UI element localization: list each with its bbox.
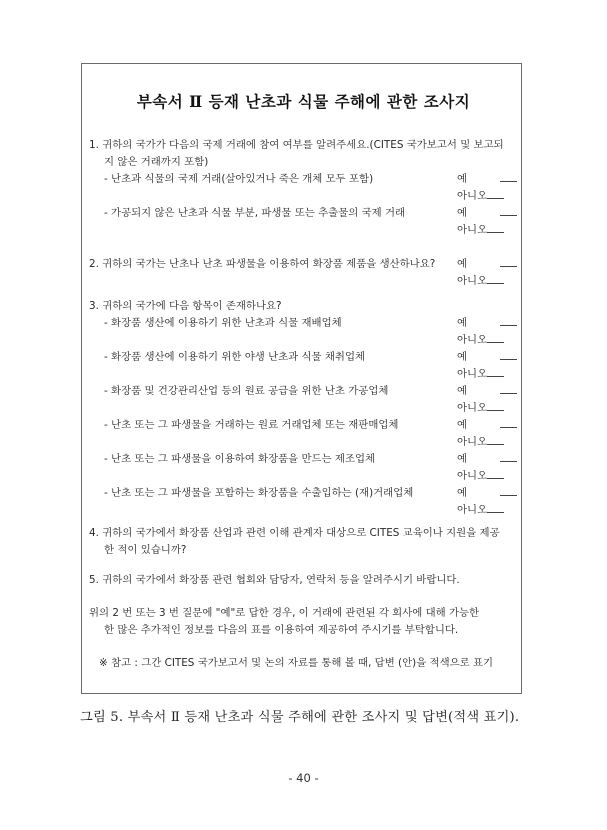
question-3-item-4: - 난초 또는 그 파생물을 거래하는 원료 거래업체 또는 재판매업체	[104, 419, 399, 431]
no-answer-blank[interactable]	[487, 512, 504, 513]
yes-label: 예	[457, 487, 468, 499]
no-label: 아니오	[457, 334, 488, 346]
yes-answer-blank[interactable]	[500, 495, 517, 496]
no-label: 아니오	[457, 275, 488, 287]
question-1-item-2: - 가공되지 않은 난초과 식물 부분, 파생물 또는 추출물의 국제 거래	[104, 207, 406, 219]
yes-answer-blank[interactable]	[500, 461, 517, 462]
question-1-item-1: - 난초과 식물의 국제 거래(살아있거나 죽은 개체 모두 포함)	[104, 173, 374, 185]
yes-label: 예	[457, 173, 468, 185]
yes-label: 예	[457, 258, 468, 270]
yes-answer-blank[interactable]	[500, 393, 517, 394]
survey-title: 부속서 Ⅱ 등재 난초과 식물 주해에 관한 조사지	[136, 92, 471, 111]
no-answer-blank[interactable]	[487, 198, 504, 199]
yes-answer-blank[interactable]	[500, 359, 517, 360]
yes-label: 예	[457, 453, 468, 465]
no-answer-blank[interactable]	[487, 376, 504, 377]
page-number: - 40 -	[288, 771, 319, 785]
no-answer-blank[interactable]	[487, 444, 504, 445]
question-1-text: 1. 귀하의 국가가 다음의 국제 거래에 참여 여부를 알려주세요.(CITES 국가보고서 및 보고되	[89, 139, 504, 151]
no-label: 아니오	[457, 504, 488, 516]
question-3-item-5: - 난초 또는 그 파생물을 이용하여 화장품을 만드는 제조업체	[104, 453, 376, 465]
figure-caption: 그림 5. 부속서 Ⅱ 등재 난초과 식물 주해에 관한 조사지 및 답변(적색 표기).	[80, 710, 520, 725]
no-answer-blank[interactable]	[487, 478, 504, 479]
question-3-item-1: - 화장품 생산에 이용하기 위한 난초과 식물 재배업체	[104, 317, 342, 329]
yes-label: 예	[457, 207, 468, 219]
no-answer-blank[interactable]	[487, 342, 504, 343]
followup-text: 위의 2 번 또는 3 번 질문에 "예"로 답한 경우, 이 거래에 관련된 각 회사에 대해 가능한	[89, 607, 480, 619]
no-label: 아니오	[457, 470, 488, 482]
no-label: 아니오	[457, 402, 488, 414]
no-answer-blank[interactable]	[487, 410, 504, 411]
question-1-text-cont: 지 않은 거래까지 포함)	[104, 156, 209, 168]
no-label: 아니오	[457, 190, 488, 202]
question-4-text-cont: 한 적이 있습니까?	[104, 544, 187, 556]
yes-label: 예	[457, 351, 468, 363]
yes-answer-blank[interactable]	[500, 266, 517, 267]
no-answer-blank[interactable]	[487, 283, 504, 284]
question-3-text: 3. 귀하의 국가에 다음 항목이 존재하나요?	[89, 300, 282, 312]
no-label: 아니오	[457, 368, 488, 380]
yes-label: 예	[457, 317, 468, 329]
question-2-text: 2. 귀하의 국가는 난초나 난초 파생물을 이용하여 화장품 제품을 생산하나요?	[89, 258, 436, 270]
question-3-item-6: - 난초 또는 그 파생물을 포함하는 화장품을 수출입하는 (재)거래업체	[104, 487, 414, 499]
no-answer-blank[interactable]	[487, 232, 504, 233]
question-3-item-2: - 화장품 생산에 이용하기 위한 야생 난초과 식물 채취업체	[104, 351, 366, 363]
reference-note: ※ 참고 : 그간 CITES 국가보고서 및 논의 자료를 통해 볼 때, 답변 (안)을 적색으로 표기	[99, 657, 494, 669]
question-3-item-3: - 화장품 및 건강관리산업 등의 원료 공급을 위한 난초 가공업체	[104, 385, 389, 397]
yes-label: 예	[457, 385, 468, 397]
yes-answer-blank[interactable]	[500, 215, 517, 216]
question-5-text: 5. 귀하의 국가에서 화장품 관련 협회와 담당자, 연락처 등을 알려주시기 바랍니다.	[89, 574, 460, 586]
yes-answer-blank[interactable]	[500, 325, 517, 326]
followup-text-cont: 한 많은 추가적인 정보를 다음의 표를 이용하여 제공하여 주시기를 부탁합니다.	[104, 624, 459, 636]
no-label: 아니오	[457, 224, 488, 236]
yes-answer-blank[interactable]	[500, 181, 517, 182]
question-4-text: 4. 귀하의 국가에서 화장품 산업과 관련 이해 관계자 대상으로 CITES 교육이나 지원을 제공	[89, 527, 500, 539]
no-label: 아니오	[457, 436, 488, 448]
yes-answer-blank[interactable]	[500, 427, 517, 428]
yes-label: 예	[457, 419, 468, 431]
